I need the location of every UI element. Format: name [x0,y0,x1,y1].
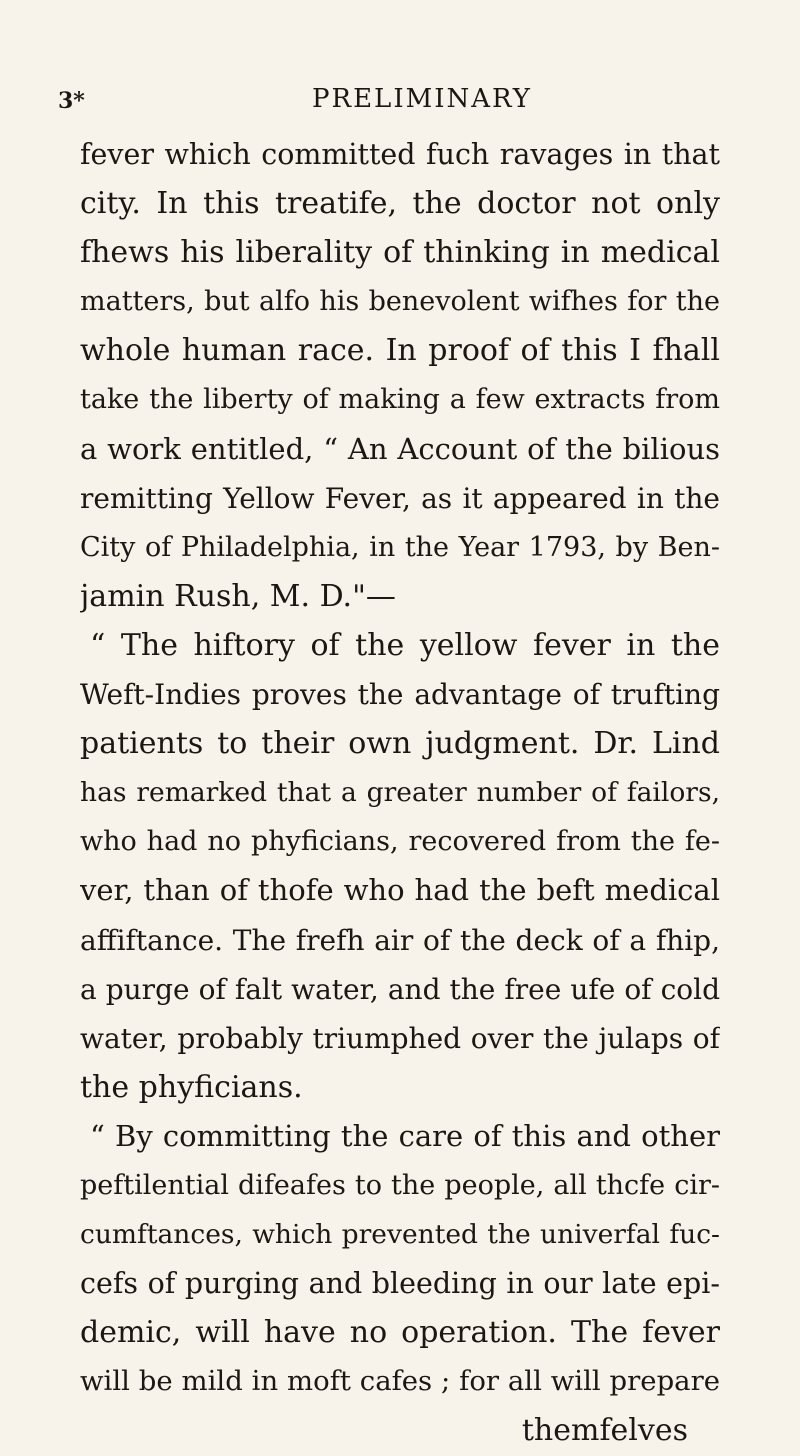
text-line: a purge of falt water, and the free ufe of cold [80,972,720,1006]
text-line: “ The hiftory of the yellow fever in the [90,627,720,663]
text-line: affiftance. The frefh air of the deck of a fhip, [80,923,720,957]
text-line: demic, will have no operation. The fever [80,1315,720,1351]
text-line: City of Philadelphia, in the Year 1793, by Ben- [80,531,720,563]
text-line: has remarked that a greater number of failors, [80,777,720,809]
text-line: patients to their own judgment. Dr. Lind [80,726,720,762]
page-number: 3* [58,88,85,114]
running-head-title: PRELIMINARY [312,84,532,114]
text-line: fever which committed fuch ravages in that [80,138,720,171]
text-line: will be mild in moft cafes ; for all will prepare [80,1365,720,1398]
text-line: matters, but alfo his benevolent wifhes for the [80,286,720,318]
running-head [58,84,718,114]
text-line: a work entitled, “ An Account of the bilious [80,431,720,466]
text-line: take the liberty of making a few extracts from [80,384,720,416]
text-line: water, probably triumphed over the julaps of [80,1021,720,1055]
text-line: peftilential difeafes to the people, all thcfe cir- [80,1169,720,1201]
text-line: whole human race. In proof of this I fhall [80,333,720,369]
body-text [80,130,720,1456]
text-line: “ By committing the care of this and other [90,1118,720,1153]
text-line: jamin Rush, M. D."— [80,578,396,614]
text-line: who had no phyficians, recovered from the fe- [80,826,720,858]
text-line: Weft-Indies proves the advantage of trufting [80,678,720,712]
text-line: the phyficians. [80,1069,303,1105]
catchword: themfelves [521,1413,688,1449]
text-line: cumftances, which prevented the univerfal fuc- [80,1219,720,1251]
text-line: fhews his liberality of thinking in medical [80,235,720,271]
text-line: cefs of purging and bleeding in our late epi- [80,1267,720,1301]
text-line: city. In this treatife, the doctor not only [80,186,720,222]
text-line: remitting Yellow Fever, as it appeared in the [80,481,720,515]
text-line: ver, than of thofe who had the beft medical [80,873,720,908]
